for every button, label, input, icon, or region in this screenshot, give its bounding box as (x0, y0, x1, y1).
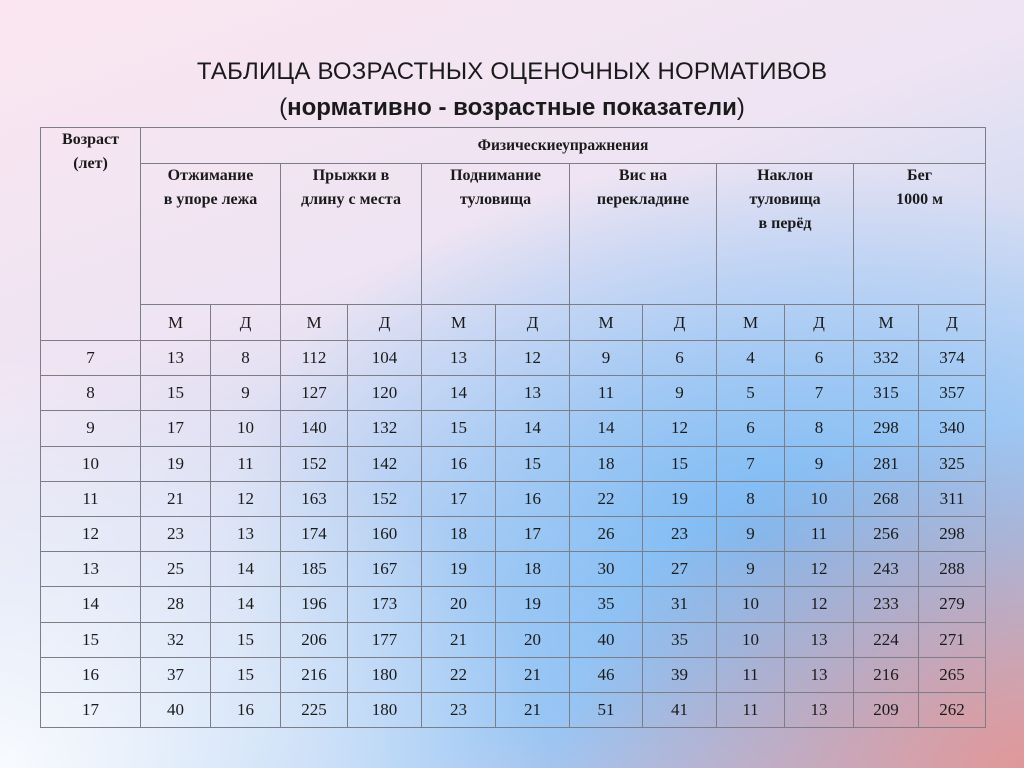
table-cell: 13 (496, 376, 570, 411)
table-row (41, 622, 986, 657)
table-cell: 374 (919, 341, 986, 376)
table-cell: 288 (919, 552, 986, 587)
table-cell: 27 (643, 552, 717, 587)
table-cell: 298 (919, 516, 986, 551)
table-cell: 262 (919, 692, 986, 727)
table-cell: 21 (496, 692, 570, 727)
table-cell: 46 (570, 657, 643, 692)
table-cell: 340 (919, 411, 986, 446)
table-cell: 177 (348, 622, 422, 657)
table-cell: 16 (422, 446, 496, 481)
table-cell: 11 (211, 446, 281, 481)
sex-header: М (141, 305, 211, 341)
table-cell: 19 (496, 587, 570, 622)
table-cell: 160 (348, 516, 422, 551)
age-header-label: Возраст (лет) (62, 131, 119, 172)
table-cell: 15 (211, 622, 281, 657)
table-cell: 15 (643, 446, 717, 481)
table-cell: 224 (854, 622, 919, 657)
table-cell: 9 (643, 376, 717, 411)
exercise-header-label: Вис на перекладине (596, 167, 690, 208)
table-cell: 174 (281, 516, 348, 551)
table-cell: 13 (211, 516, 281, 551)
table-cell: 325 (919, 446, 986, 481)
table-cell: 10 (717, 587, 785, 622)
table-cell: 11 (717, 692, 785, 727)
table-cell: 279 (919, 587, 986, 622)
table-cell: 39 (643, 657, 717, 692)
table-cell: 209 (854, 692, 919, 727)
age-cell: 9 (41, 411, 141, 446)
sex-header: М (281, 305, 348, 341)
table-cell: 23 (643, 516, 717, 551)
table-cell: 120 (348, 376, 422, 411)
table-cell: 11 (570, 376, 643, 411)
subtitle-text: нормативно - возрастные показатели (287, 94, 737, 121)
sex-header: Д (643, 305, 717, 341)
sex-header: М (422, 305, 496, 341)
table-cell: 37 (141, 657, 211, 692)
table-cell: 12 (785, 552, 854, 587)
table-cell: 127 (281, 376, 348, 411)
table-cell: 13 (785, 622, 854, 657)
age-cell: 10 (41, 446, 141, 481)
table-cell: 14 (211, 587, 281, 622)
table-cell: 8 (211, 341, 281, 376)
table-cell: 332 (854, 341, 919, 376)
table-cell: 167 (348, 552, 422, 587)
table-cell: 14 (211, 552, 281, 587)
table-row (41, 516, 986, 551)
age-column-header (41, 128, 141, 341)
sex-header: Д (496, 305, 570, 341)
table-cell: 140 (281, 411, 348, 446)
header-row-group (41, 128, 986, 164)
table-cell: 12 (643, 411, 717, 446)
exercises-group-header (141, 128, 986, 164)
sex-header: М (717, 305, 785, 341)
table-cell: 40 (141, 692, 211, 727)
age-cell: 14 (41, 587, 141, 622)
table-cell: 19 (643, 481, 717, 516)
table-cell: 142 (348, 446, 422, 481)
norms-table (40, 127, 986, 728)
table-row (41, 552, 986, 587)
table-cell: 26 (570, 516, 643, 551)
table-cell: 315 (854, 376, 919, 411)
table-cell: 13 (785, 657, 854, 692)
exercise-header-label: Наклон туловища в перёд (749, 167, 821, 232)
table-cell: 18 (422, 516, 496, 551)
sex-header: Д (211, 305, 281, 341)
exercise-header (854, 164, 986, 305)
table-cell: 196 (281, 587, 348, 622)
table-cell: 10 (785, 481, 854, 516)
table-cell: 31 (643, 587, 717, 622)
exercise-header (422, 164, 570, 305)
exercise-header (141, 164, 281, 305)
table-cell: 311 (919, 481, 986, 516)
table-cell: 21 (422, 622, 496, 657)
exercise-header-label: Отжимание в упоре лежа (163, 167, 258, 208)
table-cell: 15 (496, 446, 570, 481)
table-cell: 17 (422, 481, 496, 516)
table-cell: 9 (717, 552, 785, 587)
table-cell: 225 (281, 692, 348, 727)
exercise-header-label: Поднимание туловища (450, 167, 541, 208)
table-cell: 11 (785, 516, 854, 551)
table-cell: 271 (919, 622, 986, 657)
table-cell: 14 (422, 376, 496, 411)
sex-header: Д (919, 305, 986, 341)
table-row (41, 481, 986, 516)
exercise-header (281, 164, 422, 305)
table-cell: 9 (717, 516, 785, 551)
table-cell: 7 (717, 446, 785, 481)
table-cell: 18 (570, 446, 643, 481)
table-cell: 15 (211, 657, 281, 692)
age-cell: 8 (41, 376, 141, 411)
table-cell: 112 (281, 341, 348, 376)
exercises-group-label: Физическиеупражнения (477, 136, 649, 154)
table-cell: 35 (643, 622, 717, 657)
age-cell: 7 (41, 341, 141, 376)
norms-body (41, 341, 986, 728)
table-cell: 41 (643, 692, 717, 727)
table-cell: 216 (281, 657, 348, 692)
table-cell: 152 (348, 481, 422, 516)
exercise-header-label: Бег 1000 м (896, 167, 943, 208)
table-cell: 216 (854, 657, 919, 692)
header-row-exercises (41, 164, 986, 305)
exercise-header (570, 164, 717, 305)
table-cell: 22 (570, 481, 643, 516)
table-cell: 13 (141, 341, 211, 376)
table-cell: 18 (496, 552, 570, 587)
table-cell: 25 (141, 552, 211, 587)
table-cell: 185 (281, 552, 348, 587)
table-cell: 51 (570, 692, 643, 727)
table-cell: 40 (570, 622, 643, 657)
age-cell: 11 (41, 481, 141, 516)
subtitle-open-paren: ( (279, 94, 288, 121)
table-cell: 21 (496, 657, 570, 692)
table-cell: 15 (141, 376, 211, 411)
table-cell: 357 (919, 376, 986, 411)
table-cell: 19 (141, 446, 211, 481)
page-title: ТАБЛИЦА ВОЗРАСТНЫХ ОЦЕНОЧНЫХ НОРМАТИВОВ (196, 58, 828, 85)
table-cell: 132 (348, 411, 422, 446)
table-cell: 10 (211, 411, 281, 446)
table-cell: 298 (854, 411, 919, 446)
table-cell: 233 (854, 587, 919, 622)
table-cell: 23 (422, 692, 496, 727)
table-cell: 281 (854, 446, 919, 481)
table-cell: 243 (854, 552, 919, 587)
age-cell: 13 (41, 552, 141, 587)
table-cell: 12 (211, 481, 281, 516)
table-cell: 9 (570, 341, 643, 376)
table-cell: 104 (348, 341, 422, 376)
age-cell: 17 (41, 692, 141, 727)
table-cell: 32 (141, 622, 211, 657)
table-cell: 14 (496, 411, 570, 446)
table-cell: 8 (717, 481, 785, 516)
sex-header: М (570, 305, 643, 341)
table-cell: 30 (570, 552, 643, 587)
table-cell: 173 (348, 587, 422, 622)
table-cell: 17 (141, 411, 211, 446)
table-cell: 7 (785, 376, 854, 411)
table-cell: 12 (496, 341, 570, 376)
table-row (41, 411, 986, 446)
table-row (41, 341, 986, 376)
page-subtitle (0, 94, 1024, 122)
table-row (41, 587, 986, 622)
age-cell: 12 (41, 516, 141, 551)
table-cell: 15 (422, 411, 496, 446)
table-cell: 268 (854, 481, 919, 516)
subtitle-close-paren: ) (736, 94, 745, 121)
table-cell: 163 (281, 481, 348, 516)
table-cell: 180 (348, 692, 422, 727)
table-row (41, 446, 986, 481)
table-cell: 23 (141, 516, 211, 551)
table-row (41, 657, 986, 692)
table-cell: 152 (281, 446, 348, 481)
header-row-sex (41, 305, 986, 341)
table-cell: 13 (422, 341, 496, 376)
table-cell: 6 (643, 341, 717, 376)
sex-header: Д (348, 305, 422, 341)
table-cell: 12 (785, 587, 854, 622)
table-cell: 28 (141, 587, 211, 622)
table-cell: 17 (496, 516, 570, 551)
table-cell: 19 (422, 552, 496, 587)
table-cell: 14 (570, 411, 643, 446)
table-cell: 22 (422, 657, 496, 692)
table-cell: 6 (717, 411, 785, 446)
table-cell: 16 (211, 692, 281, 727)
table-cell: 4 (717, 341, 785, 376)
table-cell: 265 (919, 657, 986, 692)
table-cell: 5 (717, 376, 785, 411)
table-cell: 20 (422, 587, 496, 622)
table-cell: 20 (496, 622, 570, 657)
table-cell: 10 (717, 622, 785, 657)
table-cell: 6 (785, 341, 854, 376)
table-cell: 206 (281, 622, 348, 657)
table-row (41, 692, 986, 727)
age-cell: 16 (41, 657, 141, 692)
exercise-header (717, 164, 854, 305)
sex-header: Д (785, 305, 854, 341)
table-cell: 8 (785, 411, 854, 446)
table-cell: 9 (785, 446, 854, 481)
sex-header: М (854, 305, 919, 341)
table-cell: 11 (717, 657, 785, 692)
table-cell: 35 (570, 587, 643, 622)
table-cell: 16 (496, 481, 570, 516)
table-cell: 180 (348, 657, 422, 692)
table-cell: 9 (211, 376, 281, 411)
table-cell: 256 (854, 516, 919, 551)
table-cell: 21 (141, 481, 211, 516)
table-row (41, 376, 986, 411)
table-cell: 13 (785, 692, 854, 727)
exercise-header-label: Прыжки в длину с места (301, 167, 401, 208)
age-cell: 15 (41, 622, 141, 657)
